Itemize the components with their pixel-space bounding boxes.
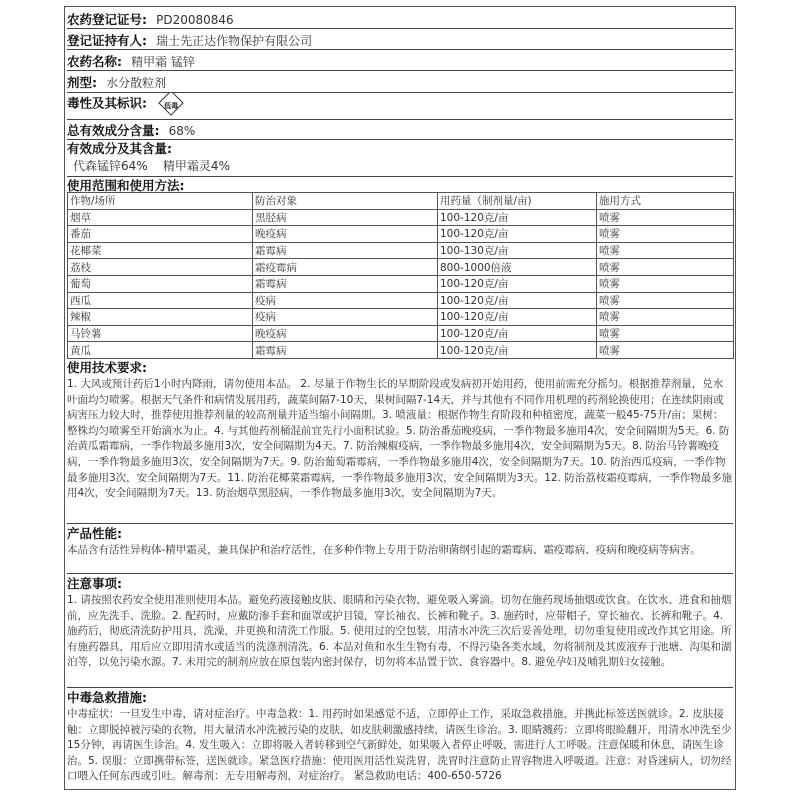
dosage-cell: 100-120克/亩 (438, 309, 597, 326)
caution-section (67, 574, 733, 688)
dosage-cell: 100-120克/亩 (438, 342, 597, 359)
total-content-label: 总有效成分含量: (67, 123, 160, 138)
crop-cell: 葡萄 (68, 275, 253, 292)
first-aid-section (67, 688, 733, 788)
pesticide-name-label: 农药名称: (67, 54, 122, 69)
target-cell: 疫病 (253, 292, 438, 309)
table-row (68, 259, 734, 276)
formulation-value: 水分散粒剂 (106, 76, 167, 90)
dosage-cell: 800-1000倍液 (438, 259, 597, 276)
method-cell: 喷雾 (597, 242, 734, 259)
target-cell: 疫病 (253, 309, 438, 326)
tech-requirements-text: 1. 大风或预计药后1小时内降雨，请勿使用本品。 2. 尽量于作物生长的早期阶段或发病初开始用药，使用前需充分摇匀。根据推荐剂量，兑水叶面均匀喷雾。根据天气条件和病情发展用药，蔬菜间隔7-10天，果树间隔7-14天，并与其他有不同作用机理的药剂轮换使用；在连续阴雨或病害压力较大时，推荐使用推荐剂量的较高剂量并适当缩小间隔期。3. 喷液量：根据作物生育阶段和种植密度，蔬菜一般45-75升/亩；果树：整株均匀喷雾至开始滴水为止。4. 与其他药剂桶混前宜先行小面积试验。5. 防治番茄晚疫病，一季作物最多施用4次，安全间隔期为5天。6. 防治黄瓜霜霉病，一季作物最多施用3次，安全间隔期为4天。7. 防治辣椒疫病，一季作物最多施用4次，安全间隔期为5天。8. 防治马铃薯晚疫病，一季作物最多施用3次，安全间隔期为7天。9. 防治葡萄霜霉病，一季作物最多施用4次，安全间隔期为7天。10. 防治西瓜疫病，一季作物最多施用3次，安全间隔期为7天。11. 防治花椰菜霜霉病，一季作物最多施用3次，安全间隔期为3天。12. 防治荔枝霜疫霉病，一季作物最多施用4次，安全间隔期为7天。13. 防治烟草黑胫病，一季作物最多施用3次，安全间隔期为7天。 (67, 378, 733, 500)
dosage-cell: 100-120克/亩 (438, 325, 597, 342)
formulation-row (67, 71, 733, 93)
target-cell: 黑胫病 (253, 209, 438, 226)
table-row (68, 242, 734, 259)
crop-cell: 烟草 (68, 209, 253, 226)
column-header: 施用方式 (597, 193, 734, 210)
registration-number-row (67, 9, 733, 29)
performance-text: 本品含有活性异构体-精甲霜灵，兼具保护和治疗活性，在多种作物上专用于防治卵菌纲引起的霜霉病、霜疫霉病、疫病和晚疫病等病害。 (67, 544, 701, 556)
pesticide-name-row (67, 50, 733, 71)
tech-requirements-title: 使用技术要求: (67, 360, 147, 375)
total-content-value: 68% (168, 124, 196, 138)
table-row (68, 342, 734, 359)
table-row (68, 275, 734, 292)
usage-title-row (67, 177, 733, 192)
low-toxicity-diamond-icon (156, 93, 186, 113)
ingredients-row (67, 140, 733, 177)
crop-cell: 番茄 (68, 226, 253, 243)
table-row (68, 309, 734, 326)
ingredients-label: 有效成分及其含量: (67, 141, 172, 156)
dosage-cell: 100-120克/亩 (438, 209, 597, 226)
toxicity-label: 毒性及其标识: (67, 95, 147, 111)
registration-number-label: 农药登记证号: (67, 12, 147, 27)
usage-title: 使用范围和使用方法: (67, 178, 185, 192)
target-cell: 霜霉病 (253, 242, 438, 259)
table-row (68, 292, 734, 309)
pesticide-name-value: 精甲霜 锰锌 (131, 55, 195, 69)
method-cell: 喷雾 (597, 275, 734, 292)
method-cell: 喷雾 (597, 226, 734, 243)
caution-title: 注意事项: (67, 576, 122, 591)
target-cell: 晚疫病 (253, 325, 438, 342)
target-cell: 霜霉病 (253, 275, 438, 292)
registration-holder-label: 登记证持有人: (67, 33, 147, 48)
method-cell: 喷雾 (597, 292, 734, 309)
ingredients-value: 代森锰锌64% 精甲霜灵4% (73, 159, 230, 173)
crop-cell: 荔枝 (68, 259, 253, 276)
registration-holder-row (67, 29, 733, 50)
target-cell: 霜疫霉病 (253, 259, 438, 276)
label-document (64, 6, 736, 790)
caution-text: 1. 请按照农药安全使用准则使用本品。避免药液接触皮肤、眼睛和污染衣物，避免吸入雾滴。切勿在施药现场抽烟或饮食。在饮水、进食和抽烟前，应先洗手、洗脸。2. 配药时，应戴防渗手套和面罩或护目镜，穿长袖衣、长裤和靴子。3. 施药时，应带帽子，穿长袖衣、长裤和靴子。4. 施药后，彻底清洗防护用具，洗澡，并更换和清洗工作服。5. 使用过的空包装，用清水冲洗三次后妥善处理，切勿重复使用或改作其它用途。所有施药器具，用后应立即用清水或适当的洗涤剂清洗。6. 本品对鱼和水生生物有毒，不得污染各类水域，勿将制剂及其废液弃于池塘、沟渠和湖泊等，以免污染水源。7. 未用完的制剂应放在原包装内密封保存，切勿将本品置于饮、食容器中。8. 避免孕妇及哺乳期妇女接触。 (67, 594, 732, 669)
target-cell: 霜霉病 (253, 342, 438, 359)
crop-cell: 辣椒 (68, 309, 253, 326)
toxicity-row (67, 93, 733, 120)
column-header: 用药量（制剂量/亩) (438, 193, 597, 210)
dosage-cell: 100-120克/亩 (438, 292, 597, 309)
crop-cell: 西瓜 (68, 292, 253, 309)
total-content-row (67, 120, 733, 140)
registration-number-value: PD20080846 (156, 13, 234, 27)
performance-section (67, 524, 733, 574)
dosage-cell: 100-120克/亩 (438, 275, 597, 292)
method-cell: 喷雾 (597, 259, 734, 276)
performance-title: 产品性能: (67, 526, 122, 541)
registration-holder-value: 瑞士先正达作物保护有限公司 (156, 34, 313, 48)
column-header: 作物/场所 (68, 193, 253, 210)
tech-requirements-section (67, 358, 733, 524)
formulation-label: 剂型: (67, 75, 97, 90)
table-row (68, 325, 734, 342)
crop-cell: 马铃薯 (68, 325, 253, 342)
target-cell: 晚疫病 (253, 226, 438, 243)
method-cell: 喷雾 (597, 309, 734, 326)
crop-cell: 花椰菜 (68, 242, 253, 259)
method-cell: 喷雾 (597, 325, 734, 342)
dosage-cell: 100-130克/亩 (438, 242, 597, 259)
method-cell: 喷雾 (597, 342, 734, 359)
usage-table (67, 192, 734, 359)
method-cell: 喷雾 (597, 209, 734, 226)
first-aid-text: 中毒症状：一旦发生中毒，请对症治疗。中毒急救：1. 用药时如果感觉不适，立即停止工作，采取急救措施，并携此标签送医就诊。2. 皮肤接触：立即脱掉被污染的衣物，用大量清水冲洗被污染的皮肤，如皮肤刺激感持续，请医生诊治。3. 眼睛溅药：立即将眼睑翻开，用清水冲洗至少15分钟，再请医生诊治。4. 发生吸入：立即将吸入者转移到空气新鲜处，如果吸入者停止呼吸，需进行人工呼吸。注意保暖和休息，请医生诊治。5. 误服：立即携带标签，送医就诊。紧急医疗措施：使用医用活性炭洗胃，洗胃时注意防止胃容物进入呼吸道。注意：对昏迷病人，切勿经口喂入任何东西或引吐。解毒剂：无专用解毒剂，对症治疗。 紧急救助电话：400-650-5726 (67, 708, 732, 783)
usage-table-header (68, 193, 734, 210)
dosage-cell: 100-120克/亩 (438, 226, 597, 243)
table-row (68, 209, 734, 226)
crop-cell: 黄瓜 (68, 342, 253, 359)
first-aid-title: 中毒急救措施: (67, 690, 147, 705)
toxicity-mark-text: 低毒 (164, 102, 179, 110)
table-row (68, 226, 734, 243)
column-header: 防治对象 (253, 193, 438, 210)
